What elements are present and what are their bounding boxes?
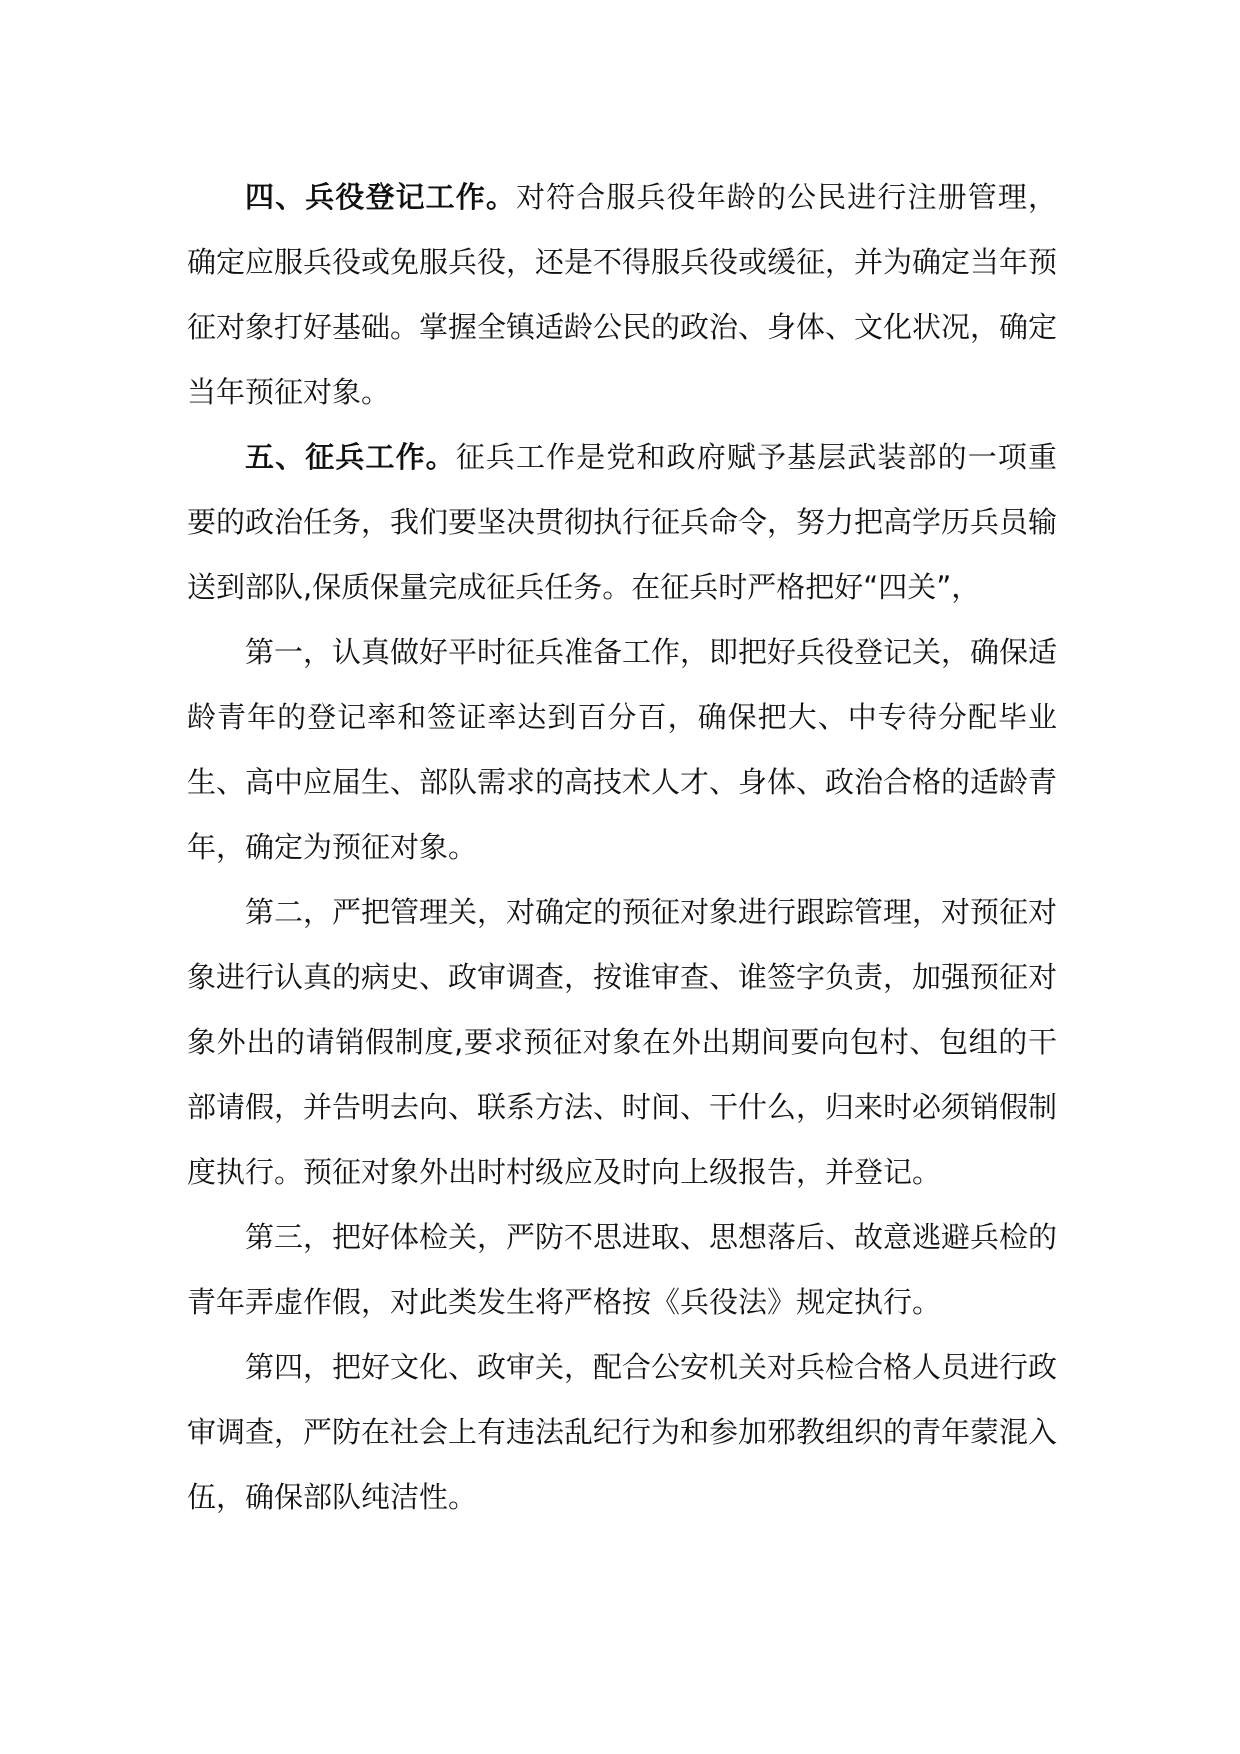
section-heading: 四、兵役登记工作。 xyxy=(245,180,517,214)
paragraph-conscription-work xyxy=(187,425,1057,620)
paragraph-text: 第三，把好体检关，严防不思进取、思想落后、故意逃避兵检的青年弄虚作假，对此类发生将严格按《兵役法》规定执行。 xyxy=(187,1220,1058,1319)
paragraph-text: 第二，严把管理关，对确定的预征对象进行跟踪管理，对预征对象进行认真的病史、政审调查，按谁审查、谁签字负责，加强预征对象外出的请销假制度,要求预征对象在外出期间要向包村、包组的干部请假，并告明去向、联系方法、时间、干什么，归来时必须销假制度执行。预征对象外出时村级应及时向上级报告，并登记。 xyxy=(187,895,1058,1189)
paragraph-first-checkpoint xyxy=(187,620,1057,880)
section-heading: 五、征兵工作。 xyxy=(245,440,456,474)
paragraph-third-checkpoint xyxy=(187,1205,1057,1335)
paragraph-text: 征兵工作是党和政府赋予基层武装部的一项重要的政治任务，我们要坚决贯彻执行征兵命令，努力把高学历兵员输送到部队,保质保量完成征兵任务。在征兵时严格把好“四关”， xyxy=(187,440,1058,604)
paragraph-text: 对符合服兵役年龄的公民进行注册管理，确定应服兵役或免服兵役，还是不得服兵役或缓征，并为确定当年预征对象打好基础。掌握全镇适龄公民的政治、身体、文化状况，确定当年预征对象。 xyxy=(187,180,1058,409)
document-body xyxy=(187,165,1057,1530)
paragraph-text: 第一，认真做好平时征兵准备工作，即把好兵役登记关，确保适龄青年的登记率和签证率达到百分百，确保把大、中专待分配毕业生、高中应届生、部队需求的高技术人才、身体、政治合格的适龄青年，确定为预征对象。 xyxy=(187,635,1058,864)
paragraph-military-registration xyxy=(187,165,1057,425)
paragraph-fourth-checkpoint xyxy=(187,1335,1057,1530)
paragraph-text: 第四，把好文化、政审关，配合公安机关对兵检合格人员进行政审调查，严防在社会上有违法乱纪行为和参加邪教组织的青年蒙混入伍，确保部队纯洁性。 xyxy=(187,1350,1058,1514)
paragraph-second-checkpoint xyxy=(187,880,1057,1205)
